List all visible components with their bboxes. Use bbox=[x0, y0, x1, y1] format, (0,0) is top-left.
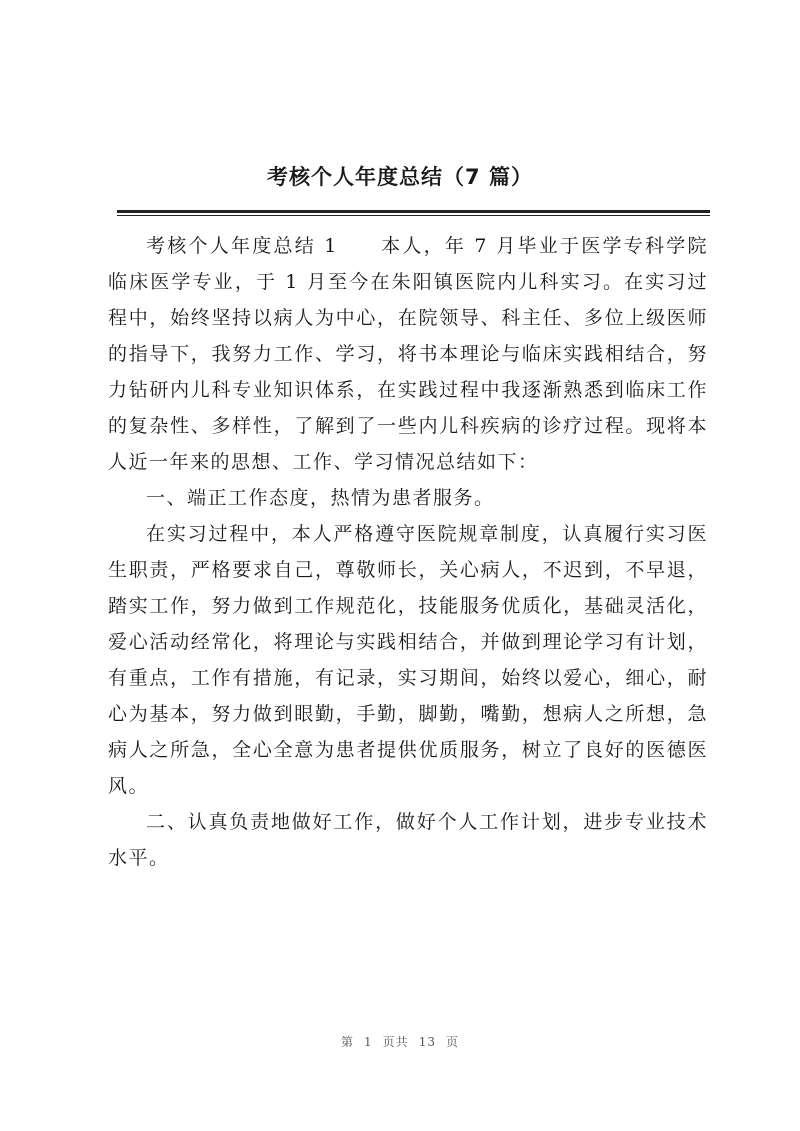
footer-page-number: 1 bbox=[364, 1035, 373, 1049]
footer-page-suffix: 页 bbox=[445, 1035, 459, 1049]
section-heading-1: 一、端正工作态度，热情为患者服务。 bbox=[146, 487, 495, 509]
footer-page-total: 13 bbox=[418, 1035, 436, 1049]
title-divider-thin bbox=[117, 215, 710, 216]
paragraph-intro: 考核个人年度总结 1 本人，年 7 月毕业于医学专科学院临床医学专业，于 1 月至今在朱阳镇医院内儿科实习。在实习过程中，始终坚持以病人为中心，在院领导、科主任、多位上级医师的指导下，我努力工作、学习，将书本理论与临床实践相结合，努力钻研内儿科专业知识体系，在实践过程中我逐渐熟悉到临床工作的复杂性、多样性，了解到了一些内儿科疾病的诊疗过程。现将本人近一年来的思想、工作、学习情况总结如下： bbox=[108, 235, 708, 473]
footer-page-label: 第 bbox=[341, 1035, 355, 1049]
document-body bbox=[108, 228, 708, 876]
page-footer bbox=[0, 1033, 800, 1050]
footer-page-mid: 页共 bbox=[382, 1035, 409, 1049]
page-title: 考核个人年度总结（7 篇） bbox=[267, 165, 533, 189]
paragraph-section-1: 在实习过程中，本人严格遵守医院规章制度，认真履行实习医生职责，严格要求自己，尊敬师长，关心病人，不迟到，不早退，踏实工作，努力做到工作规范化，技能服务优质化，基础灵活化，爱心活动经常化，将理论与实践相结合，并做到理论学习有计划，有重点，工作有措施，有记录，实习期间，始终以爱心，细心，耐心为基本，努力做到眼勤，手勤，脚勤，嘴勤，想病人之所想，急病人之所急，全心全意为患者提供优质服务，树立了良好的医德医风。 bbox=[108, 523, 708, 797]
title-divider bbox=[117, 210, 710, 213]
section-heading-2: 二、认真负责地做好工作，做好个人工作计划，进步专业技术水平。 bbox=[108, 811, 708, 869]
